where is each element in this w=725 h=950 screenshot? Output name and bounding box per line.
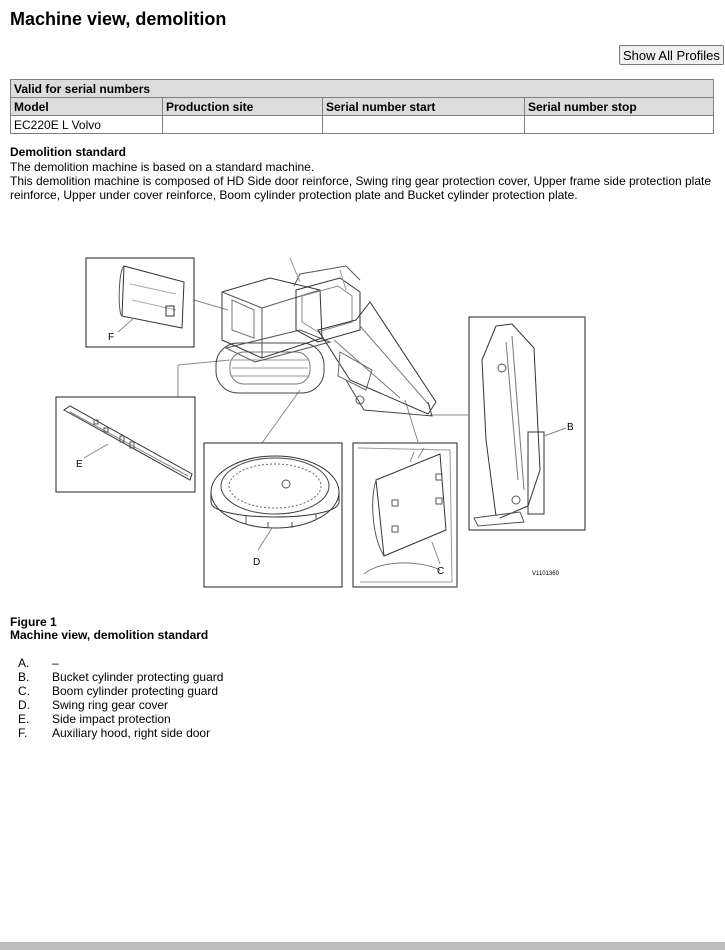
cell-production-site [163, 116, 323, 134]
legend-text: Boom cylinder protecting guard [52, 684, 219, 698]
callout-c: C [437, 566, 445, 577]
side-protection-plate-illustration [64, 406, 192, 480]
bucket-cylinder-guard-illustration [474, 324, 566, 526]
table-group-header-row [11, 80, 714, 98]
legend-letter: E. [18, 712, 30, 726]
description-text [10, 160, 720, 202]
cell-serial-stop [525, 116, 714, 134]
legend-text: Side impact protection [52, 712, 171, 726]
description-paragraph: The demolition machine is based on a standard machine. [10, 160, 315, 174]
machine-figure [0, 230, 725, 590]
side-door-illustration [118, 266, 184, 332]
serial-number-table [10, 79, 714, 134]
horizontal-scrollbar[interactable] [0, 942, 725, 950]
excavator-illustration [216, 258, 436, 416]
legend-letter: C. [18, 684, 30, 698]
callout-d: D [253, 557, 261, 568]
cell-serial-start [323, 116, 525, 134]
cell-model: EC220E L Volvo [11, 116, 163, 134]
legend-text: – [52, 656, 59, 670]
legend-letter: A. [18, 656, 30, 670]
swing-ring-illustration [211, 456, 339, 550]
table-header-row [11, 98, 714, 116]
legend-letter: D. [18, 698, 30, 712]
callout-e: E [76, 459, 83, 470]
callout-f: F [108, 332, 115, 343]
section-heading: Demolition standard [10, 145, 127, 159]
column-header-serial-start: Serial number start [323, 98, 525, 116]
figure-number: Figure 1 [10, 615, 57, 629]
callout-b: B [567, 422, 574, 433]
figure-caption: Machine view, demolition standard [10, 628, 209, 642]
image-code: V1101360 [532, 571, 559, 577]
column-header-model: Model [11, 98, 163, 116]
show-all-profiles-button[interactable]: Show All Profiles [619, 45, 724, 65]
page-title: Machine view, demolition [10, 9, 227, 29]
column-header-production-site: Production site [163, 98, 323, 116]
legend-letter: B. [18, 670, 30, 684]
legend-text: Bucket cylinder protecting guard [52, 670, 224, 684]
legend-letter: F. [18, 726, 28, 740]
legend-text: Swing ring gear cover [52, 698, 169, 712]
legend-text: Auxiliary hood, right side door [52, 726, 211, 740]
boom-cylinder-guard-illustration [358, 448, 452, 582]
description-paragraph: This demolition machine is composed of HD Side door reinforce, Swing ring gear protection cover, Upper frame side protection plate reinforce, Upper under cover reinforce, Boom cylinder protection plate and Bucket cylinder protection plate. [10, 174, 712, 202]
table-row [11, 116, 714, 134]
table-group-header: Valid for serial numbers [11, 80, 714, 98]
column-header-serial-stop: Serial number stop [525, 98, 714, 116]
